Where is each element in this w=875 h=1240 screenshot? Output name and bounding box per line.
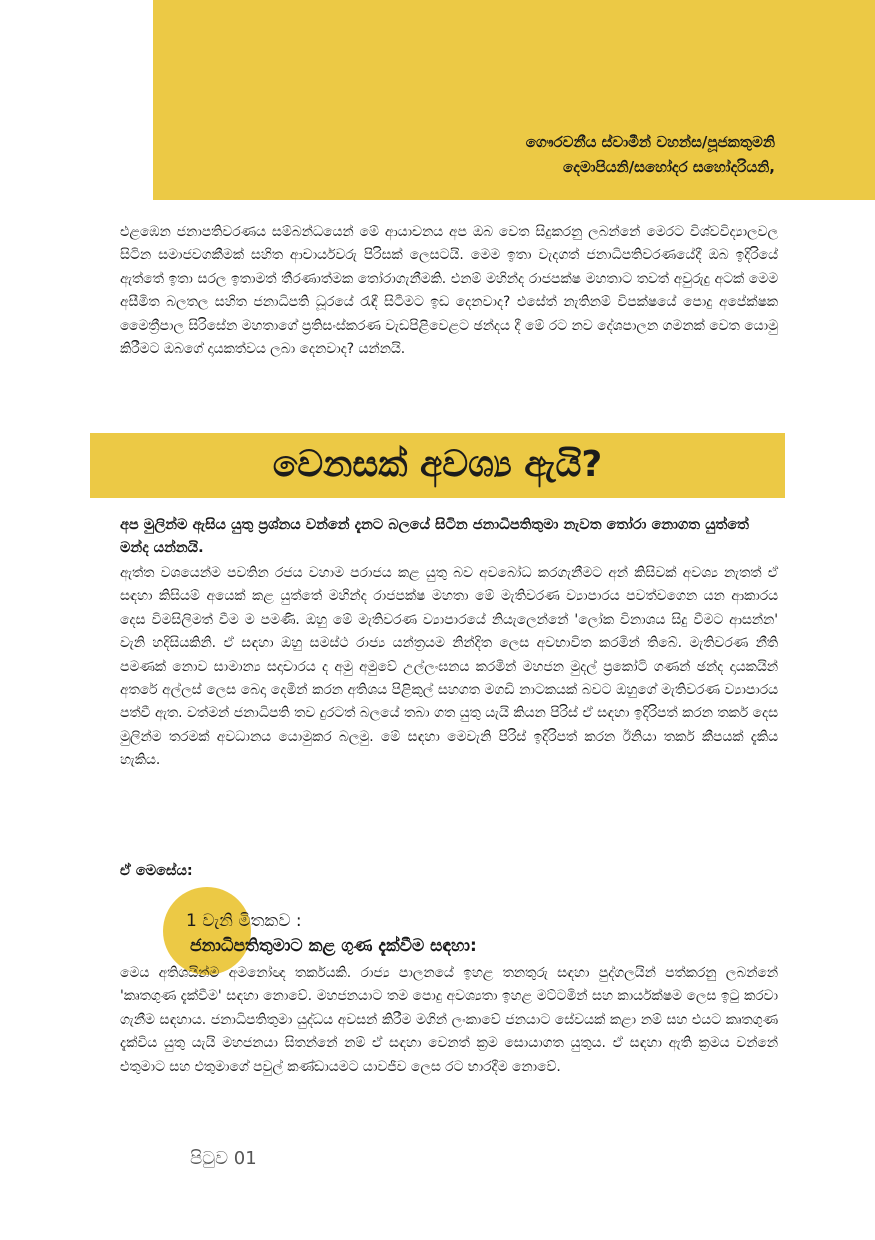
question-heading: අප මුලින්ම ඇසිය යුතු ප්‍රශ්නය වන්නේ දැනට බලයේ සිටින ජනාධිපතිතුමා නැවත තෝරා නොගත යුත්තේ මන්ද යන්නයි. (120, 517, 749, 556)
page-number: පිටුව 01 (190, 1148, 257, 1169)
intro-paragraph: එළඹෙන ජනාපතිවරණය සම්බන්ධයෙන් මේ ආයාචනය අප ඔබ වෙත සිදුකරනු ලබන්නේ මෙරට විශ්වවිද්‍යාලවල සිටින සමාජවගකීමක් සහිත ආචාර්යවරු පිරිසක් ලෙසටයි. මෙම ඉතා වැදගත් ජනාධිපතිවරණයේදී ඔබ ඉදිරියේ ඇත්තේ ඉතා සරල ඉතාමත් තීරණාත්මක තෝරාගැනීමකි. එනම් මහින්ද රාජපක්ෂ මහතාට තවත් අවුරුදු අටක් මෙම අසීමිත බලතල සහිත ජනාධිපති ධූරයේ රැඳී සිටීමට ඉඩ දෙනවාද? එසේත් නැතිනම් විපක්ෂයේ පොදු අපේක්ෂක මෛත්‍රීපාල සිරිසේන මහතාගේ ප්‍රතිසංස්කරණ වැඩපිළිවෙළට ඡන්දය දී මේ රට නව දේශපාලන ගමනක් වෙත යොමු කිරීමට ඔබගේ දායකත්වය ලබා දෙනවාද? යන්නයි. (120, 224, 778, 358)
list-intro-label: ඒ මෙසේය: (120, 863, 193, 879)
body-paragraph-1: ඇත්ත වශයෙන්ම පවතින රජය වහාම පරාජය කළ යුතු බව අවබෝධ කරගැනීමට අන් කිසිවක් අවශ්‍ය නැතත් ඒ සඳහා කිසියම් අයෙක් කළ යුත්තේ මහින්ද රාජපක්ෂ මහතා මේ මැතිවරණ ව්‍යාපාරය පවත්වගෙන යන ආකාරය දෙස විමසිලිමත් වීම ම පමණි. ඔහු මේ මැතිවරණ ව්‍යාපාරයේ නියැලෙන්නේ 'ලෝක විනාශය සිදු වීමට ආසන්න' වැනි හදිසියකිනි. ඒ සඳහා ඔහු සමස්ථ රාජ්‍ය යන්ත්‍රයම නින්දිත ලෙස අවභාවිත කරමින් තිබේ. මැතිවරණ නීති පමණක් නොව සාමාන්‍ය සදාචාරය ද අමු අමුවේ උල්ලංඝනය කරමින් මහජන මුදල් ප්‍රකෝටි ගණන් ඡන්ද දායකයින් අතරේ අල්ලස් ලෙස බෙදා දෙමින් කරන අතිශය පිළිකුල් සහගත මගඩි නාටකයක් බවට ඔහුගේ මැතිවරණ ව්‍යාපාරය පත්වී ඇත. වත්මන් ජනාධිපති තව දුරටත් බලයේ තබා ගත යුතු යැයි කියන පිරිස් ඒ සඳහා ඉදිරිපත් කරන තර්ක දෙස මුලින්ම තරමක් අවධානය යොමුකර බලමු. මේ සඳහා මෙවැනි පිරිස් ඉදිරිපත් කරන ඊනියා තර්ක කීපයක් දැකිය හැකිය. (120, 565, 778, 769)
section-title: වෙනසක් අවශ්‍ය ඇයි? (272, 444, 603, 485)
myth-number: 1 වැනි මිතකව : (186, 911, 302, 931)
salutation (526, 130, 775, 180)
section-heading-band (90, 433, 785, 498)
salutation-line-1: ගෞරවනීය ස්වාමීන් වහන්ස/පූජකතුමනි (525, 133, 775, 151)
salutation-line-2: දෙමාපියනි/සහෝදර සහෝදරියනි, (562, 158, 775, 176)
myth-title: ජනාධිපතිතුමාට කළ ගුණ දැක්වීම සඳහා: (190, 936, 477, 956)
body-paragraph-2: මෙය අතිශයින්ම අමනෝඥ තර්කයකි. රාජ්‍ය පාලනයේ ඉහළ තනතුරු සඳහා පුද්ගලයින් පත්කරනු ලබන්නේ 'කෘතගුණ දැක්වීම' සඳහා නොවේ. මහජනයාට තම පොදු අවශ්‍යතා ඉහළ මට්ටමින් සහ කාර්යක්ෂම ලෙස ඉටු කරවා ගැනීම සඳහාය. ජනාධිපතිතුමා යුද්ධය අවසන් කිරීම මගින් ලංකාවේ ජනයාට සේවයක් කළා නම් සහ එයට කෘතගුණ දැක්විය යුතු යැයි මහජනයා සිතන්නේ නම් ඒ සඳහා වෙනත් ක්‍රම සොයාගත යුතුය. ඒ සඳහා ඇති ක්‍රමය වන්නේ එතුමාට සහ එතුමාගේ පවුල් කණ්ඩායමට යාවජීව ලෙස රට භාරදීම නොවේ. (120, 965, 778, 1075)
